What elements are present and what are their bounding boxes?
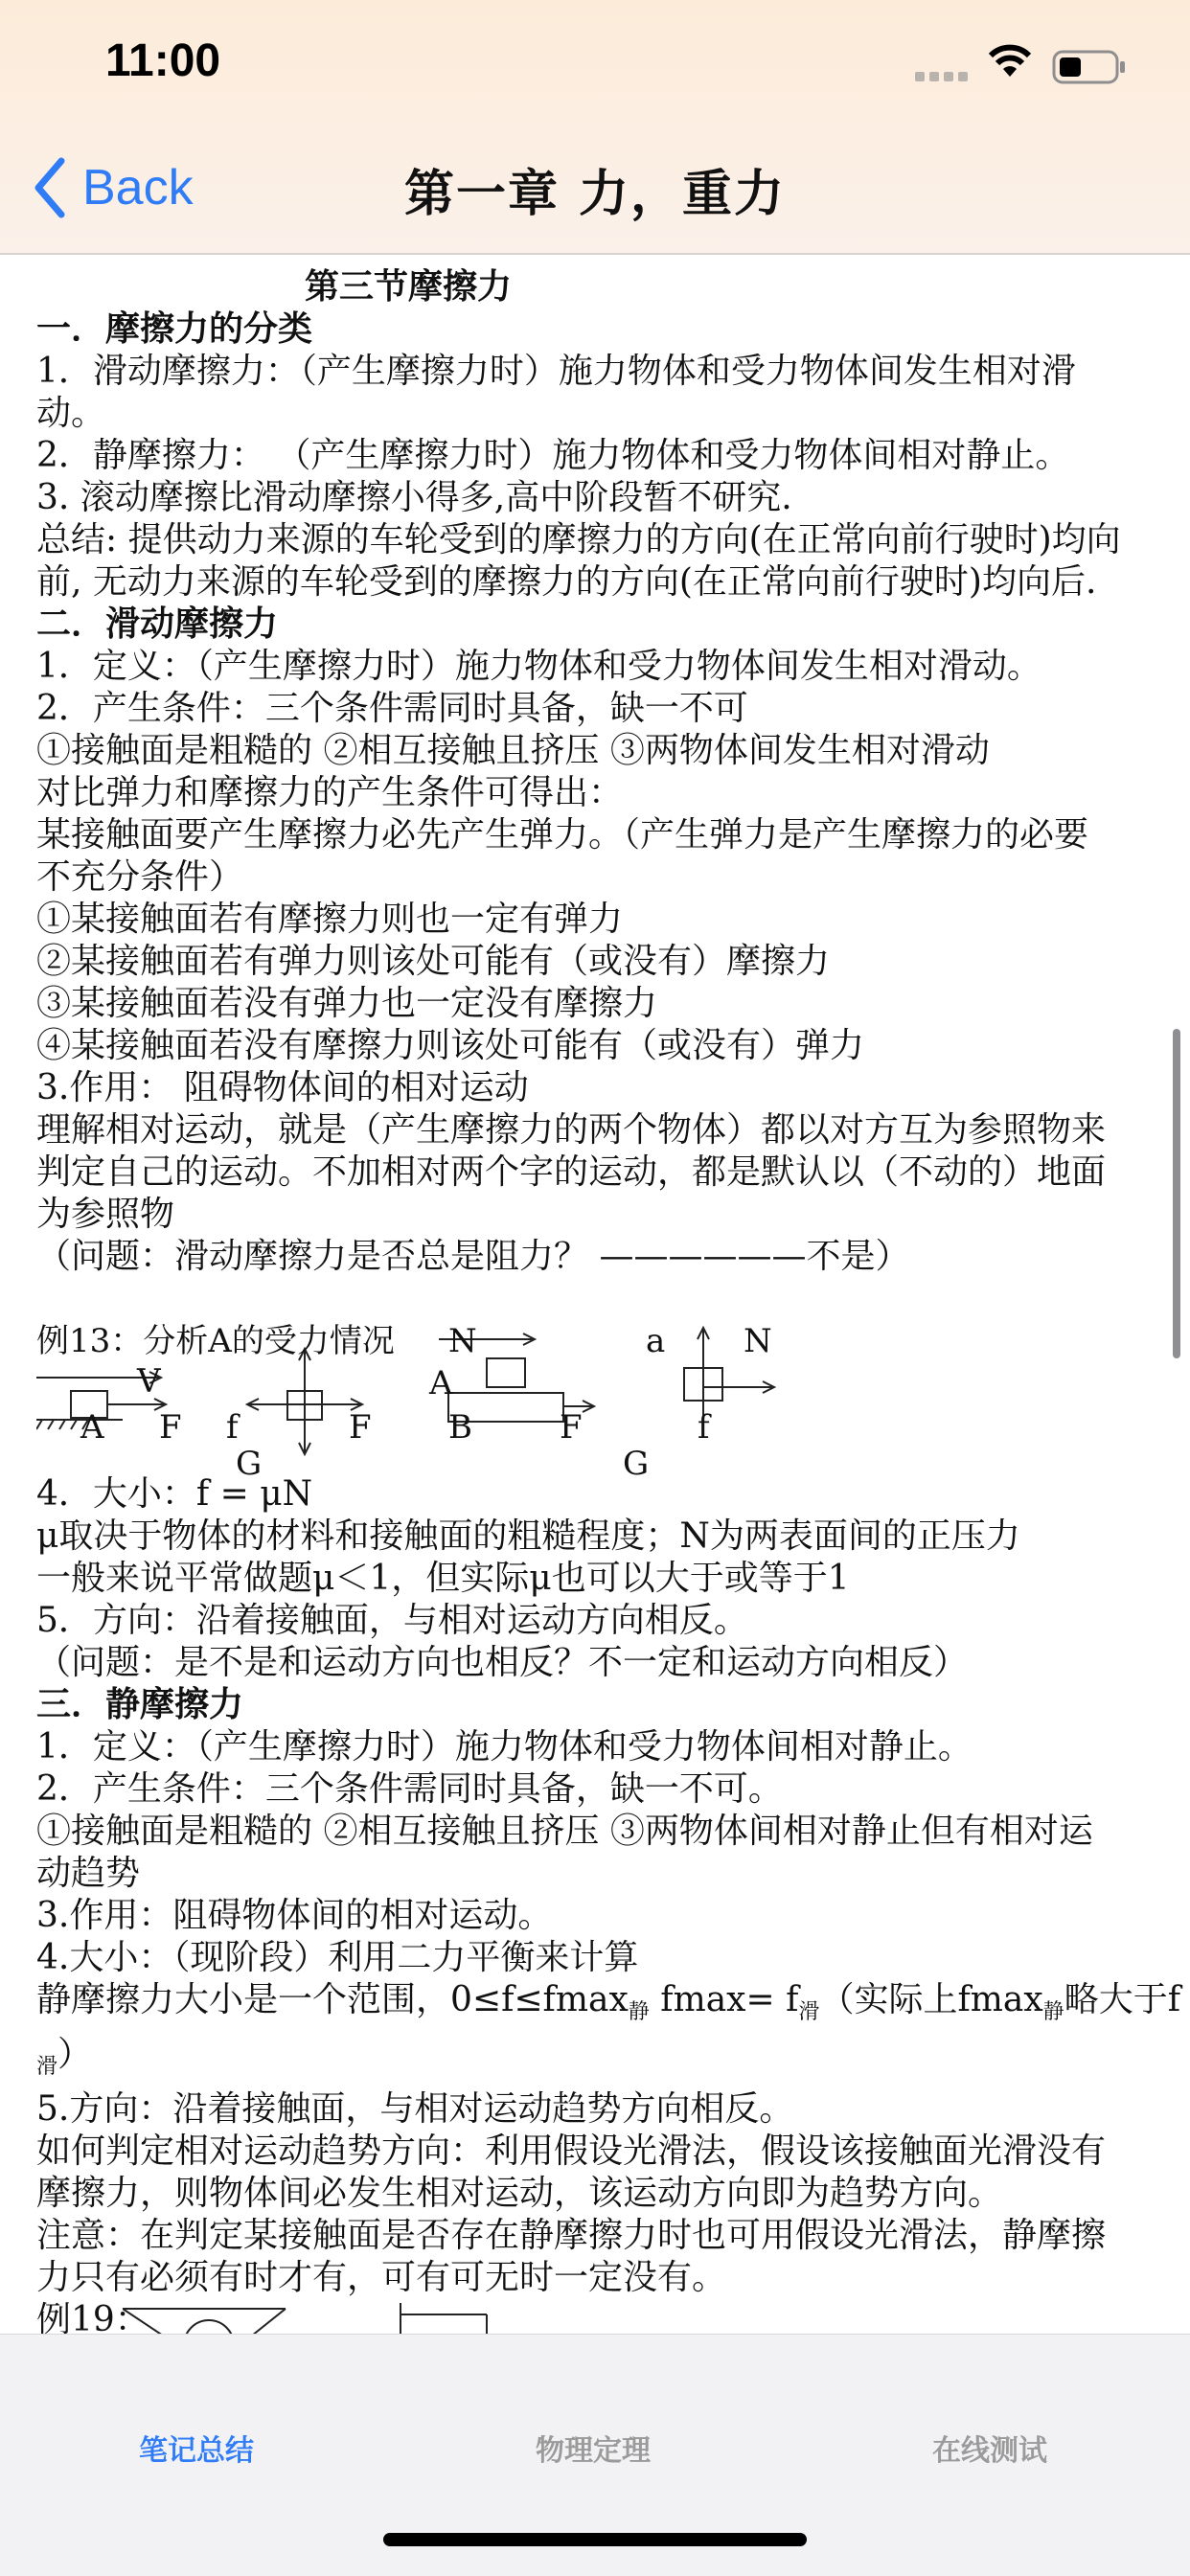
subsection-title: 三．静摩擦力 xyxy=(36,1685,244,1724)
wifi-icon xyxy=(987,44,1033,82)
fig-label: A xyxy=(80,1408,104,1447)
text-line: 2．产生条件：三个条件需同时具备，缺一不可。 xyxy=(36,1769,783,1809)
text-line: 为参照物 xyxy=(36,1195,175,1234)
static-friction-range-line-2: $_滑$） xyxy=(36,2035,93,2080)
home-indicator xyxy=(383,2533,807,2546)
back-label: Back xyxy=(82,160,194,216)
text-line: 3.作用：阻碍物体间的相对运动。 xyxy=(36,1896,553,1935)
text-line: 5．方向：沿着接触面，与相对运动方向相反。 xyxy=(36,1601,748,1640)
fig-label: V xyxy=(137,1362,161,1401)
fig-label: a xyxy=(646,1322,666,1360)
text-line: 注意：在判定某接触面是否存在静摩擦力时也可用假设光滑法，静摩擦 xyxy=(36,2216,1107,2256)
text-line: 动。 xyxy=(36,394,106,433)
subsection-title: 一．摩擦力的分类 xyxy=(36,309,313,349)
text-line: 理解相对运动，就是（产生摩擦力的两个物体）都以对方互为参照物来 xyxy=(36,1110,1107,1150)
note-content-scroll[interactable] xyxy=(0,255,1190,2334)
tab-online-test[interactable]: 在线测试 xyxy=(932,2434,1047,2468)
text-line: 力只有必须有时才有，可有可无时一定没有。 xyxy=(36,2258,727,2298)
fig-label: F xyxy=(159,1408,182,1447)
text-line: ③某接触面若没有弹力也一定没有摩擦力 xyxy=(36,984,658,1023)
text-line: 4．大小：f = μN xyxy=(36,1474,313,1514)
text-line: 动趋势 xyxy=(36,1854,141,1893)
fig-label: N xyxy=(744,1322,772,1360)
incline-diagram xyxy=(123,2299,506,2334)
text-line: ①接触面是粗糙的 ②相互接触且挤压 ③两物体间相对静止但有相对运 xyxy=(36,1812,1093,1851)
text-line: 摩擦力，则物体间必发生相对运动，该运动方向即为趋势方向。 xyxy=(36,2174,1003,2214)
text-line: （问题：滑动摩擦力是否总是阻力？ ——————不是） xyxy=(36,1237,910,1276)
fig-label: G xyxy=(236,1445,263,1483)
fig-label: f xyxy=(698,1408,710,1447)
fig-label: F xyxy=(349,1408,372,1447)
subsection-title: 二．滑动摩擦力 xyxy=(36,604,279,644)
text-line: 2．静摩擦力： （产生摩擦力时）施力物体和受力物体间相对静止。 xyxy=(36,436,1070,475)
text-line: μ取决于物体的材料和接触面的粗糙程度；N为两表面间的正压力 xyxy=(36,1516,1020,1556)
text-line: 1．滑动摩擦力：（产生摩擦力时）施力物体和受力物体间发生相对滑 xyxy=(36,352,1076,391)
text-line: ④某接触面若没有摩擦力则该处可能有（或没有）弹力 xyxy=(36,1026,865,1065)
text-line: （问题：是不是和运动方向也相反？不一定和运动方向相反） xyxy=(36,1643,969,1682)
example-19-label: 例19： xyxy=(36,2300,149,2334)
text-line: 2．产生条件：三个条件需同时具备，缺一不可 xyxy=(36,689,748,728)
fig-label: f xyxy=(226,1408,239,1447)
fig-label: B xyxy=(448,1408,472,1447)
example-13-label: 例13：分析A的受力情况 xyxy=(36,1322,395,1360)
fig-label: F xyxy=(560,1408,583,1447)
fig-label: N xyxy=(448,1322,477,1360)
battery-icon xyxy=(1052,50,1127,88)
tab-notes-summary[interactable]: 笔记总结 xyxy=(139,2434,254,2468)
example-19-figure xyxy=(36,2299,1177,2334)
text-line: 前, 无动力来源的车轮受到的摩擦力的方向(在正常向前行驶时)均向后. xyxy=(36,562,1097,602)
text-line: 3. 滚动摩擦比滑动摩擦小得多,高中阶段暂不研究. xyxy=(36,478,792,517)
text-line: ②某接触面若有弹力则该处可能有（或没有）摩擦力 xyxy=(36,942,831,981)
scrollbar[interactable] xyxy=(1173,1029,1180,1358)
text-line: 判定自己的运动。不加相对两个字的运动，都是默认以（不动的）地面 xyxy=(36,1152,1107,1192)
fig-label: G xyxy=(623,1445,650,1483)
note-document xyxy=(36,266,1181,2334)
text-line: ①接触面是粗糙的 ②相互接触且挤压 ③两物体间发生相对滑动 xyxy=(36,731,990,770)
text-line: 如何判定相对运动趋势方向：利用假设光滑法，假设该接触面光滑没有 xyxy=(36,2131,1107,2172)
status-time: 11:00 xyxy=(105,35,221,86)
text-line: 1．定义：（产生摩擦力时）施力物体和受力物体间发生相对滑动。 xyxy=(36,647,1041,686)
text-line: 某接触面要产生摩擦力必先产生弹力。（产生弹力是产生摩擦力的必要 xyxy=(36,815,1089,855)
section-heading: 第三节摩擦力 xyxy=(305,267,513,307)
navigation-header xyxy=(0,0,1190,255)
tab-physics-theorems[interactable]: 物理定理 xyxy=(536,2434,651,2468)
text-line: 一般来说平常做题μ＜1，但实际μ也可以大于或等于1 xyxy=(36,1559,850,1598)
text-line: 3.作用： 阻碍物体间的相对运动 xyxy=(36,1068,529,1107)
text-line: 1．定义：（产生摩擦力时）施力物体和受力物体间相对静止。 xyxy=(36,1727,973,1767)
text-line: 对比弹力和摩擦力的产生条件可得出： xyxy=(36,773,624,812)
text-line: 不充分条件） xyxy=(36,857,244,897)
text-line: ①某接触面若有摩擦力则也一定有弹力 xyxy=(36,900,624,939)
fig-label: A xyxy=(429,1364,453,1402)
example-13-figure xyxy=(36,1320,1177,1483)
text-line: 4.大小：（现阶段）利用二力平衡来计算 xyxy=(36,1938,639,1977)
text-line: 总结: 提供动力来源的车轮受到的摩擦力的方向(在正常向前行驶时)均向 xyxy=(36,520,1121,559)
static-friction-range-line: 静摩擦力大小是一个范围，0≤f≤fmax$_静$ $fmax= f_滑$（实际上fmax$_静$略大于f xyxy=(36,1980,1181,2025)
cellular-signal-icon xyxy=(915,67,973,85)
page-title: 第一章 力，重力 xyxy=(403,166,787,223)
text-line: 5.方向：沿着接触面，与相对运动趋势方向相反。 xyxy=(36,2089,794,2130)
